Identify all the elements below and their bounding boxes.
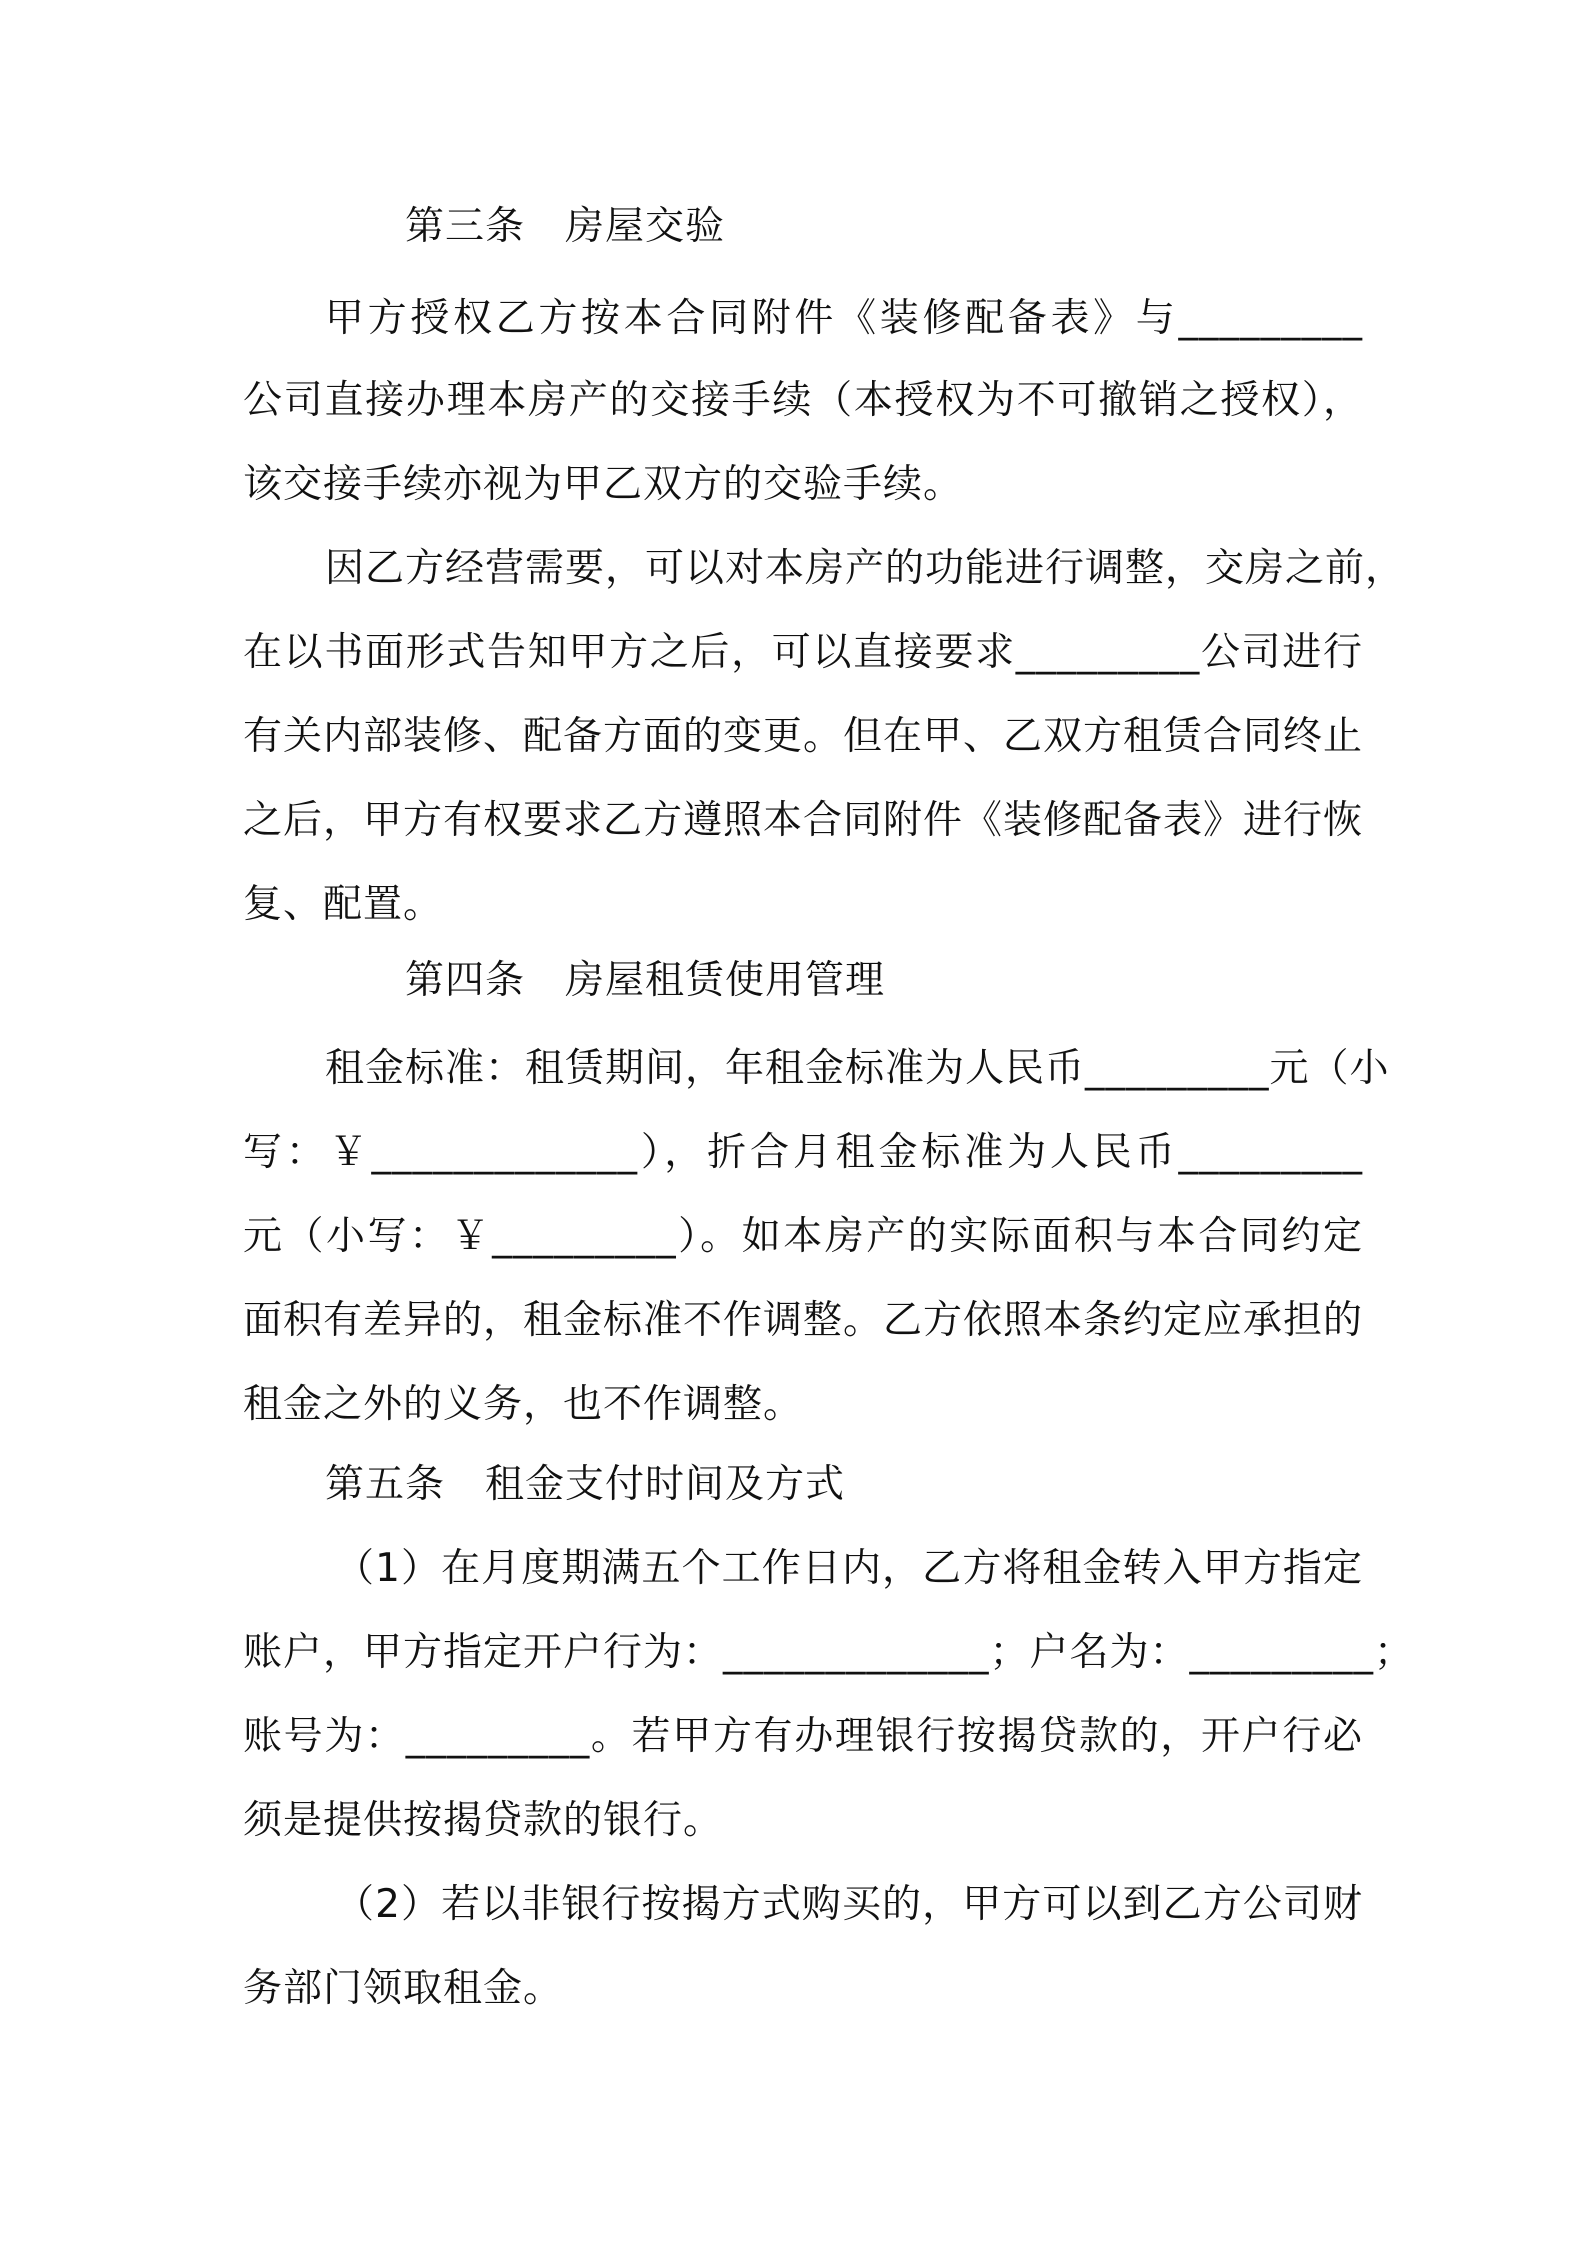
document-line: 第五条 租金支付时间及方式 (325, 1462, 846, 1507)
document-line: 第四条 房屋租赁使用管理 (405, 958, 886, 1003)
document-line: 务部门领取租金。 (243, 1966, 564, 2011)
document-line: 在以书面形式告知甲方之后，可以直接要求_________公司进行 (243, 630, 1363, 675)
document-line: 写：￥_____________），折合月租金标准为人民币_________ (243, 1130, 1363, 1175)
document-line: （1）在月度期满五个工作日内，乙方将租金转入甲方指定 (335, 1546, 1363, 1591)
document-line: （2）若以非银行按揭方式购买的，甲方可以到乙方公司财 (335, 1882, 1363, 1927)
document-line: 之后，甲方有权要求乙方遵照本合同附件《装修配备表》进行恢 (243, 798, 1364, 843)
document-line: 租金之外的义务，也不作调整。 (243, 1382, 804, 1427)
document-line: 第三条 房屋交验 (405, 204, 726, 249)
document-line: 该交接手续亦视为甲乙双方的交验手续。 (243, 462, 964, 507)
document-line: 须是提供按揭贷款的银行。 (243, 1798, 724, 1843)
document-line: 复、配置。 (243, 882, 444, 927)
document-line: 账户，甲方指定开户行为：_____________；户名为：_________； (243, 1630, 1415, 1675)
document-line: 租金标准：租赁期间，年租金标准为人民币_________元（小 (325, 1046, 1390, 1091)
document-line: 账号为：_________。若甲方有办理银行按揭贷款的，开户行必 (243, 1714, 1363, 1759)
document-line: 元（小写：￥_________）。如本房产的实际面积与本合同约定 (243, 1214, 1363, 1259)
document-line: 面积有差异的，租金标准不作调整。乙方依照本条约定应承担的 (243, 1298, 1364, 1343)
document-line: 因乙方经营需要，可以对本房产的功能进行调整，交房之前， (325, 546, 1406, 591)
document-line: 公司直接办理本房产的交接手续（本授权为不可撤销之授权）， (243, 378, 1363, 423)
document-line: 甲方授权乙方按本合同附件《装修配备表》与_________ (325, 296, 1363, 341)
document-line: 有关内部装修、配备方面的变更。但在甲、乙双方租赁合同终止 (243, 714, 1364, 759)
